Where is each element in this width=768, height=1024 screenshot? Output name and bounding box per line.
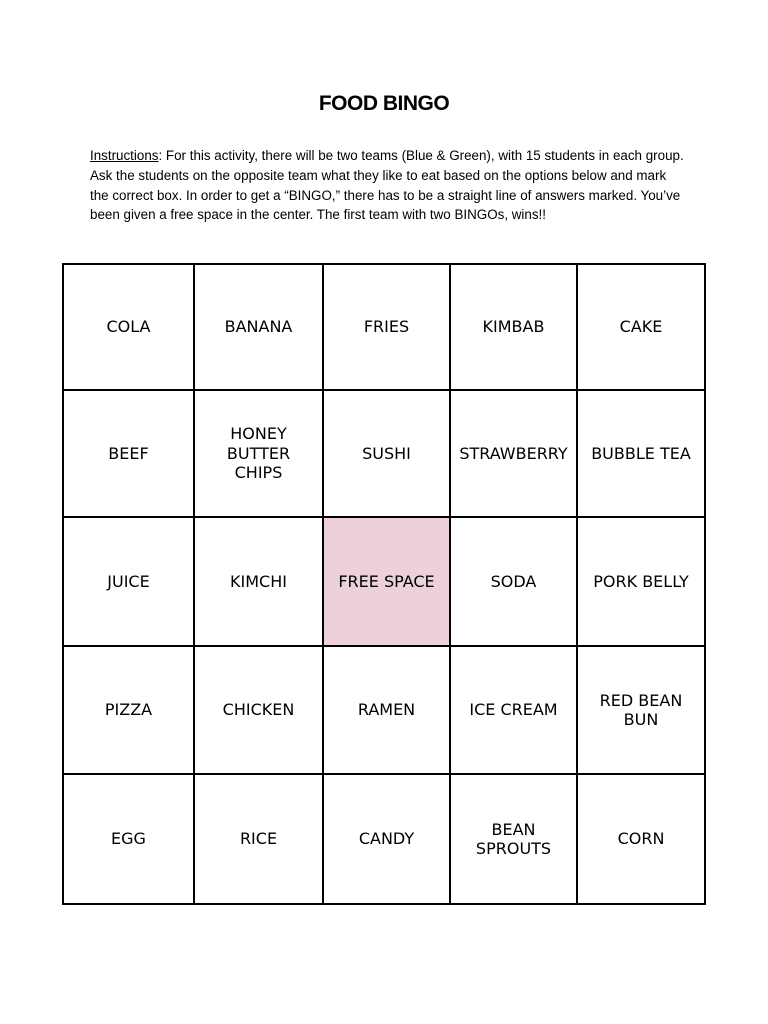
bingo-cell[interactable] [323,390,450,517]
bingo-cell-label: SUSHI [362,443,411,463]
bingo-cell-label: BEAN SPROUTS [475,819,552,858]
bingo-cell[interactable] [194,390,323,517]
bingo-row [63,646,705,774]
bingo-cell[interactable] [323,774,450,904]
bingo-cell-label: CAKE [619,317,663,337]
bingo-row [63,517,705,646]
bingo-cell[interactable] [63,774,194,904]
bingo-cell[interactable] [577,390,705,517]
bingo-cell-label: BANANA [224,317,293,337]
instructions-label: Instructions [90,148,159,163]
bingo-grid [62,263,706,905]
bingo-row [63,774,705,904]
bingo-row [63,390,705,517]
bingo-cell[interactable] [450,390,577,517]
instructions-paragraph [90,146,686,225]
bingo-cell[interactable] [194,646,323,774]
bingo-cell-label: CANDY [358,829,415,849]
bingo-cell[interactable] [577,646,705,774]
bingo-cell[interactable] [194,517,323,646]
bingo-cell-label: SODA [490,571,537,591]
bingo-cell-label: FRIES [363,317,410,337]
free-space-cell[interactable] [323,517,450,646]
bingo-cell-label: COLA [106,317,151,337]
instructions-text: : For this activity, there will be two teams (Blue & Green), with 15 students in each group. Ask the students on the opposite team what they like to eat based on the options below and mark the correct box. In order to get a “BINGO,” there has to be a straight line of answers marked. You’ve been given a free space in the center. The first team with two BINGOs, wins!! [90,148,684,223]
bingo-cell-label: CORN [617,829,665,849]
bingo-cell[interactable] [323,646,450,774]
bingo-cell[interactable] [63,646,194,774]
bingo-cell-label: BUBBLE TEA [591,443,691,463]
bingo-cell[interactable] [450,646,577,774]
page-title: FOOD BINGO [318,92,450,115]
bingo-cell-label: RED BEAN BUN [599,690,683,729]
bingo-cell[interactable] [577,264,705,390]
bingo-cell-label: JUICE [107,571,150,591]
bingo-cell[interactable] [323,264,450,390]
bingo-cell-label: RICE [239,829,278,849]
bingo-cell[interactable] [194,774,323,904]
bingo-cell[interactable] [450,774,577,904]
bingo-cell-label: ICE CREAM [469,700,558,720]
bingo-cell[interactable] [63,517,194,646]
bingo-cell-label: EGG [111,829,146,849]
bingo-cell-label: KIMCHI [230,571,287,591]
bingo-cell-label: HONEY BUTTER CHIPS [226,424,291,483]
bingo-cell[interactable] [577,517,705,646]
bingo-cell[interactable] [577,774,705,904]
bingo-cell-label: STRAWBERRY [459,443,568,463]
bingo-cell-label: PIZZA [104,700,153,720]
bingo-cell-label: RAMEN [357,700,416,720]
bingo-cell-label: CHICKEN [222,700,295,720]
bingo-cell[interactable] [194,264,323,390]
bingo-cell[interactable] [63,264,194,390]
bingo-cell[interactable] [450,264,577,390]
bingo-cell-label: PORK BELLY [593,571,689,591]
bingo-cell-label: BEEF [108,443,149,463]
bingo-cell-label: KIMBAB [482,317,545,337]
bingo-cell[interactable] [450,517,577,646]
free-space-label: FREE SPACE [338,571,435,591]
bingo-cell[interactable] [63,390,194,517]
bingo-row [63,264,705,390]
